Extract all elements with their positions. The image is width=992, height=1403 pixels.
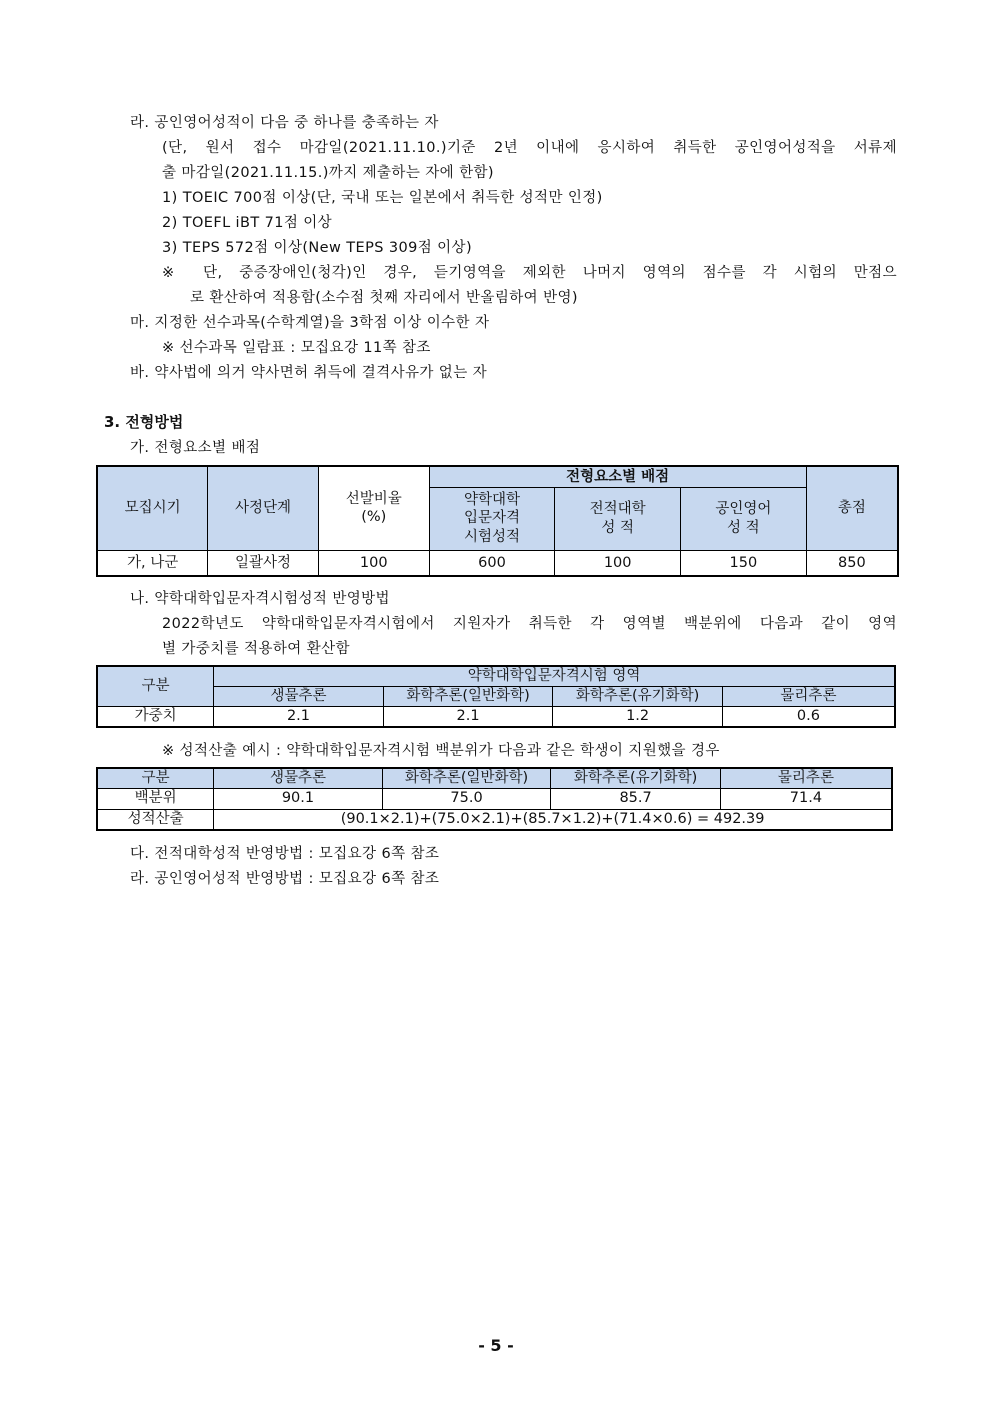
requirement-ra-item-3: 3) TEPS 572점 이상(New TEPS 309점 이상) bbox=[162, 240, 473, 256]
cell-gpa: 100 bbox=[555, 550, 681, 576]
cell-weight: 0.6 bbox=[722, 706, 895, 727]
header-category: 구분 bbox=[97, 768, 214, 788]
requirement-ra-note-1: (단, 원서 접수 마감일(2021.11.10.)기준 2년 이내에 응시하여 취득한 공인영어성적을 서류제 bbox=[162, 140, 897, 156]
cell-english: 150 bbox=[681, 550, 807, 576]
example-table bbox=[96, 767, 893, 831]
requirement-ba: 바. 약사법에 의거 약사면허 취득에 결격사유가 없는 자 bbox=[130, 365, 488, 381]
header-english: 공인영어 성 적 bbox=[681, 487, 807, 550]
subsection-na-desc-2: 별 가중치를 적용하여 환산함 bbox=[162, 641, 350, 657]
header-peet: 약학대학 입문자격 시험성적 bbox=[429, 487, 555, 550]
header-subject-general-chem: 화학추론(일반화학) bbox=[383, 686, 553, 706]
table-row bbox=[97, 809, 892, 830]
cell-peet: 600 bbox=[429, 550, 555, 576]
header-subject-physics: 물리추론 bbox=[722, 686, 895, 706]
header-subject-organic-chem: 화학추론(유기화학) bbox=[553, 686, 723, 706]
requirement-ra-star-1: ※ 단, 중증장애인(청각)인 경우, 듣기영역을 제외한 나머지 영역의 점수를 각 시험의 만점으 bbox=[162, 265, 897, 281]
requirement-ra: 라. 공인영어성적이 다음 중 하나를 충족하는 자 bbox=[130, 115, 439, 131]
row-label-percentile: 백분위 bbox=[97, 788, 214, 809]
table-row bbox=[97, 706, 895, 727]
requirement-ma-note: ※ 선수과목 일람표 : 모집요강 11쪽 참조 bbox=[162, 340, 431, 356]
requirement-ra-star-2: 로 환산하여 적용함(소수점 첫째 자리에서 반올림하여 반영) bbox=[190, 290, 578, 306]
cell-percentile: 90.1 bbox=[214, 788, 383, 809]
requirement-ra-item-1: 1) TOEIC 700점 이상(단, 국내 또는 일본에서 취득한 성적만 인정) bbox=[162, 190, 603, 206]
score-allocation-table bbox=[96, 465, 899, 577]
header-category: 구분 bbox=[97, 666, 214, 706]
cell-percentile: 75.0 bbox=[382, 788, 551, 809]
cell-weight: 1.2 bbox=[553, 706, 723, 727]
header-subject-biology: 생물추론 bbox=[214, 686, 384, 706]
header-group-peet: 약학대학입문자격시험 영역 bbox=[214, 666, 895, 686]
subsection-ra2: 라. 공인영어성적 반영방법 : 모집요강 6쪽 참조 bbox=[130, 871, 440, 887]
page-number: - 5 - bbox=[478, 1336, 514, 1355]
header-subject-organic-chem: 화학추론(유기화학) bbox=[551, 768, 721, 788]
cell-stage: 일괄사정 bbox=[208, 550, 319, 576]
header-total: 총점 bbox=[806, 466, 898, 550]
requirement-ma: 마. 지정한 선수과목(수학계열)을 3학점 이상 이수한 자 bbox=[130, 315, 490, 331]
weight-table bbox=[96, 665, 896, 728]
subsection-ga: 가. 전형요소별 배점 bbox=[130, 440, 261, 456]
cell-period: 가, 나군 bbox=[97, 550, 208, 576]
header-period: 모집시기 bbox=[97, 466, 208, 550]
example-note: ※ 성적산출 예시 : 약학대학입문자격시험 백분위가 다음과 같은 학생이 지원했을 경우 bbox=[162, 743, 720, 759]
subsection-na: 나. 약학대학입문자격시험성적 반영방법 bbox=[130, 591, 390, 607]
cell-weight: 2.1 bbox=[214, 706, 384, 727]
header-stage: 사정단계 bbox=[208, 466, 319, 550]
requirement-ra-note-2: 출 마감일(2021.11.15.)까지 제출하는 자에 한함) bbox=[162, 165, 494, 181]
cell-formula: (90.1×2.1)+(75.0×2.1)+(85.7×1.2)+(71.4×0.6) = 492.39 bbox=[214, 809, 892, 830]
row-label-weight: 가중치 bbox=[97, 706, 214, 727]
cell-percentile: 71.4 bbox=[720, 788, 892, 809]
header-subject-biology: 생물추론 bbox=[214, 768, 383, 788]
table-row bbox=[97, 550, 898, 576]
cell-percentile: 85.7 bbox=[551, 788, 721, 809]
row-label-score: 성적산출 bbox=[97, 809, 214, 830]
header-gpa: 전적대학 성 적 bbox=[555, 487, 681, 550]
requirement-ra-item-2: 2) TOEFL iBT 71점 이상 bbox=[162, 215, 333, 231]
cell-ratio: 100 bbox=[318, 550, 429, 576]
cell-total: 850 bbox=[806, 550, 898, 576]
subsection-da: 다. 전적대학성적 반영방법 : 모집요강 6쪽 참조 bbox=[130, 846, 440, 862]
header-ratio: 선발비율 (%) bbox=[318, 466, 429, 550]
header-subject-general-chem: 화학추론(일반화학) bbox=[382, 768, 551, 788]
header-group-allocation: 전형요소별 배점 bbox=[429, 466, 806, 487]
subsection-na-desc-1: 2022학년도 약학대학입문자격시험에서 지원자가 취득한 각 영역별 백분위에 다음과 같이 영역 bbox=[162, 616, 897, 632]
header-subject-physics: 물리추론 bbox=[720, 768, 892, 788]
section-title: 3. 전형방법 bbox=[104, 413, 184, 431]
table-row bbox=[97, 788, 892, 809]
cell-weight: 2.1 bbox=[383, 706, 553, 727]
